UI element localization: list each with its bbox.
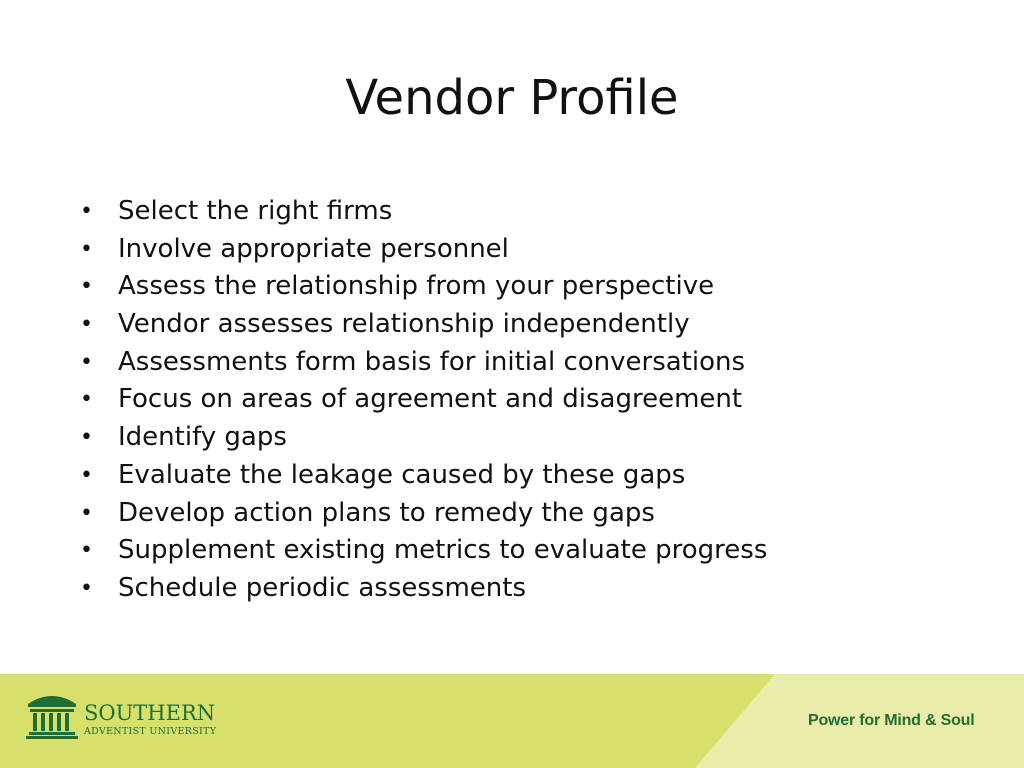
bullet-dot: • [80,236,93,262]
bullet-dot: • [80,274,93,300]
bullet-dot: • [80,462,93,488]
bullet-dot: • [80,312,93,338]
bullet-item [76,231,767,269]
bullet-item [76,419,767,457]
bullet-list [76,193,767,608]
bullet-dot: • [80,199,93,224]
bullet-item [76,381,767,419]
bullet-item [76,306,767,344]
university-logo [24,690,234,746]
tagline: Power for Mind & Soul [808,712,975,729]
bullet-item [76,495,767,533]
logo-subtitle: ADVENTIST UNIVERSITY [84,726,217,737]
bullet-dot: • [80,575,93,601]
bullet-item [76,193,767,231]
bullet-text: Schedule periodic assessments [118,572,527,603]
bullet-dot: • [80,500,93,526]
bullet-text: Evaluate the leakage caused by these gaps [118,459,686,490]
footer-diagonal [695,674,775,768]
slide-title: Vendor Profile [345,70,679,126]
bullet-text: Supplement existing metrics to evaluate progress [118,535,768,566]
bullet-text: Assess the relationship from your perspective [118,271,715,302]
bullet-item [76,532,767,570]
bullet-text: Identify gaps [118,422,287,453]
bullet-item [76,268,767,306]
bullet-item [76,457,767,495]
bullet-text: Vendor assesses relationship independently [118,309,690,340]
bullet-text: Develop action plans to remedy the gaps [118,497,655,528]
bullet-item [76,570,767,608]
bullet-text: Select the right firms [118,196,393,226]
bullet-dot: • [80,425,93,451]
bullet-text: Involve appropriate personnel [118,233,509,264]
bullet-dot: • [80,387,93,413]
temple-columns-icon [24,690,80,742]
bullet-text: Assessments form basis for initial conversations [118,346,746,377]
bullet-text: Focus on areas of agreement and disagreement [118,384,743,415]
bullet-item [76,344,767,382]
logo-name: SOUTHERN [84,701,216,725]
bullet-dot: • [80,538,93,564]
bullet-dot: • [80,349,93,375]
